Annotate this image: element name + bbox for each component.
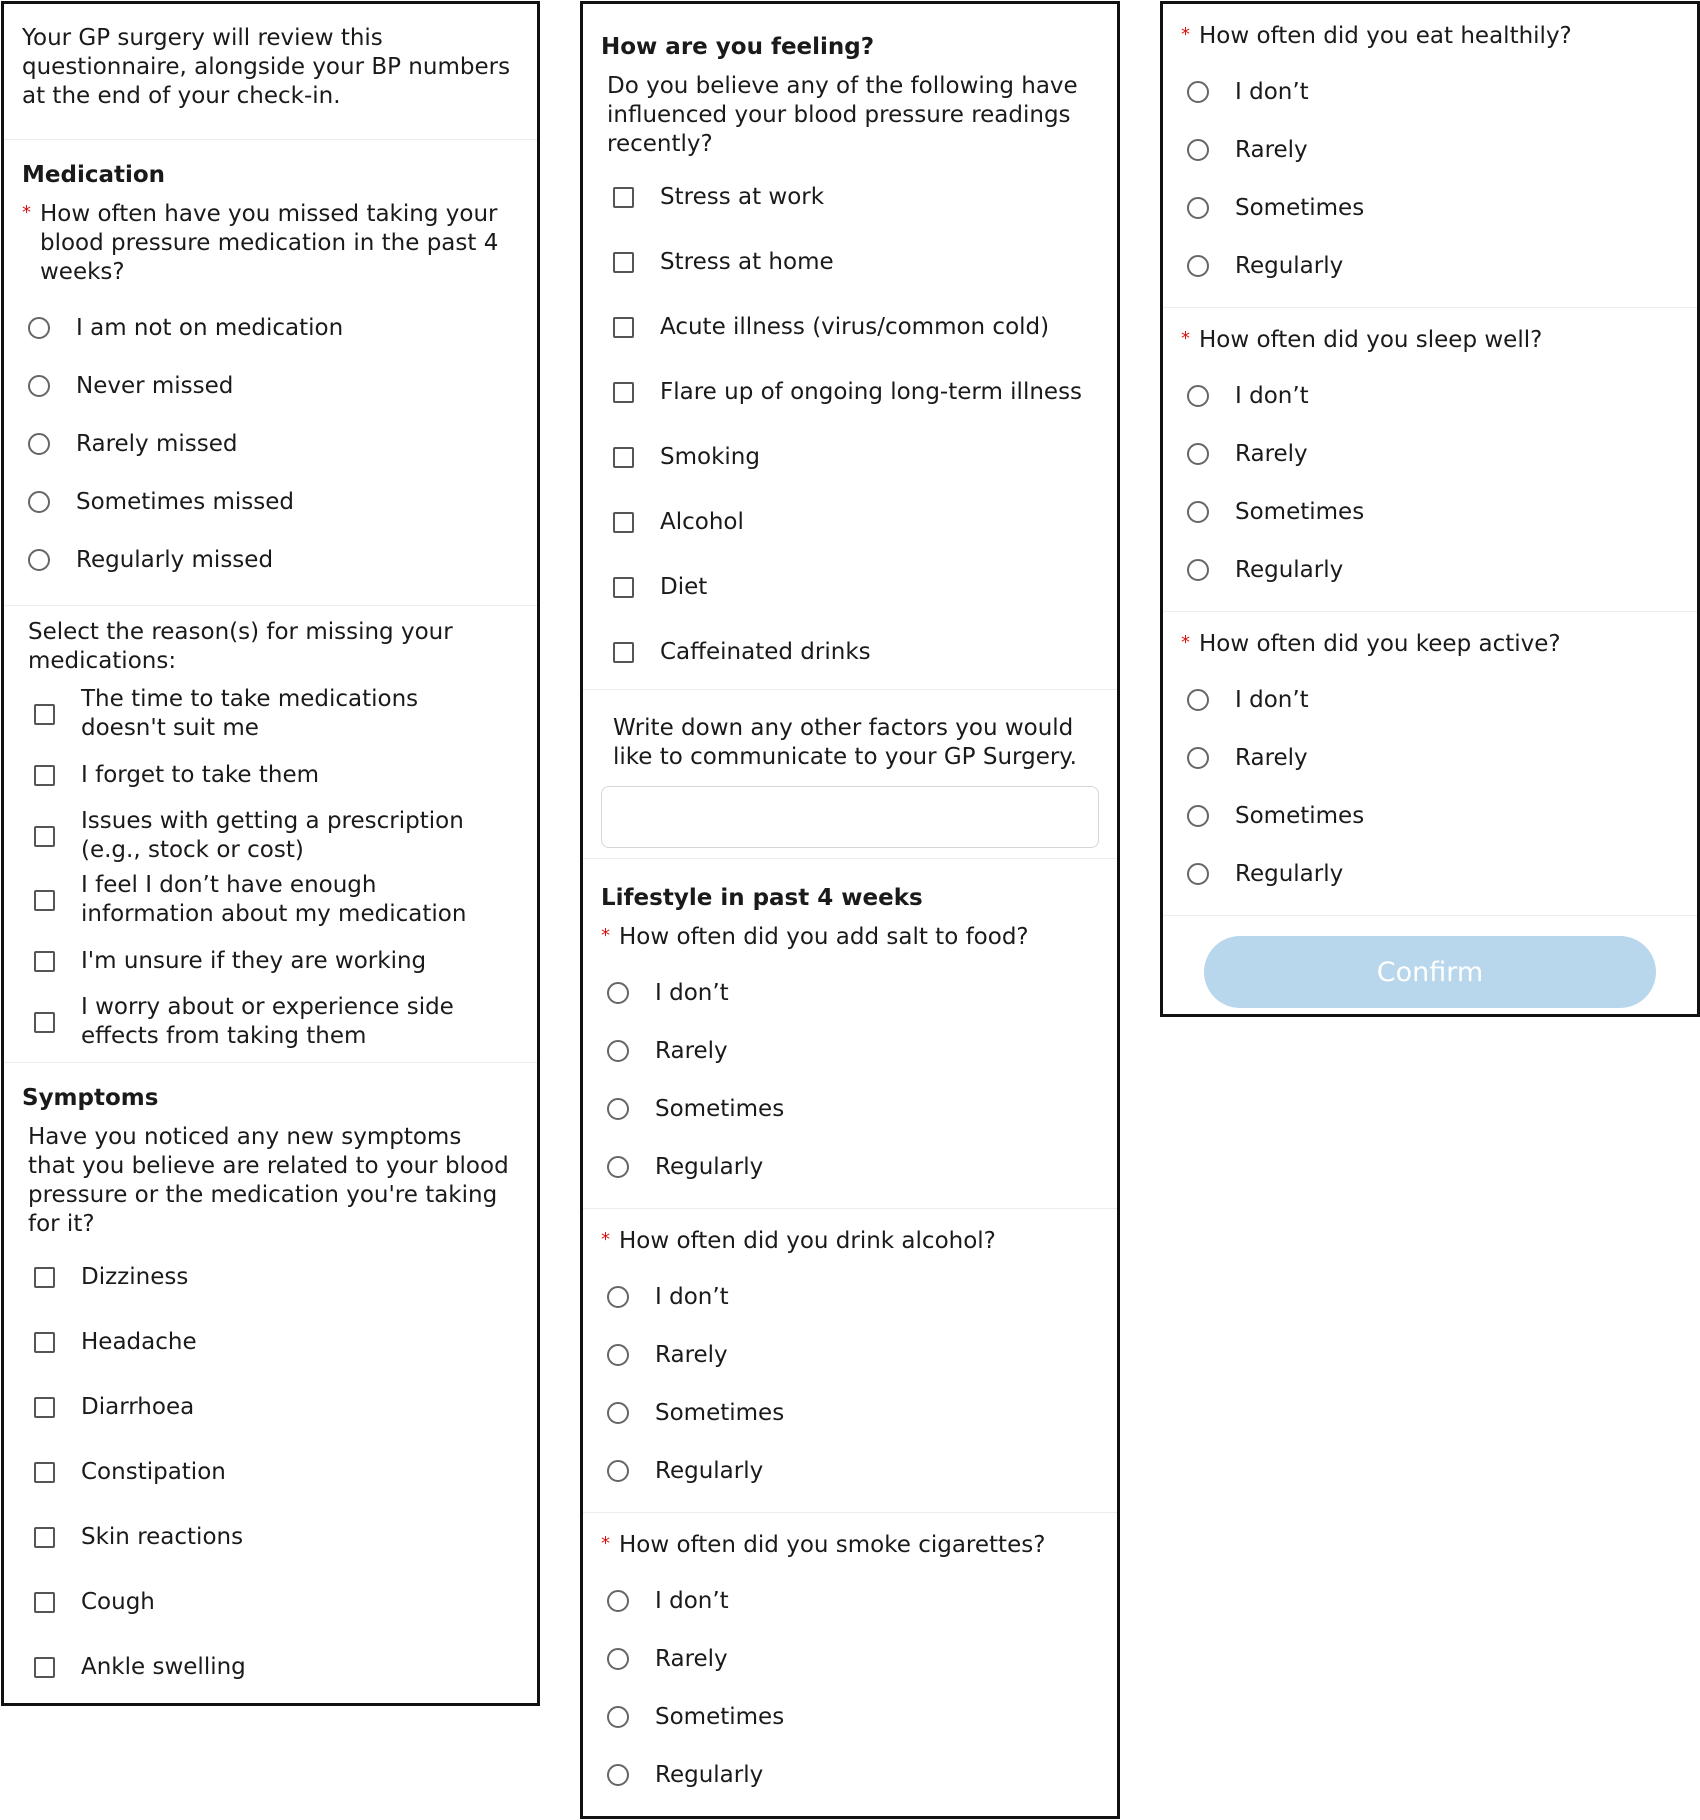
checkbox[interactable] (34, 890, 55, 911)
medication-heading: Medication (22, 162, 166, 188)
sleep-question (1181, 326, 1679, 355)
radio-label: Sometimes (655, 1704, 785, 1730)
radio-button[interactable] (1187, 255, 1209, 277)
checkbox-option[interactable] (22, 1570, 519, 1635)
radio-label: Sometimes missed (76, 489, 294, 515)
salt-question-text: How often did you add salt to food? (619, 924, 1029, 950)
smoke-question (601, 1531, 1099, 1560)
questionnaire-panel-1 (1, 1, 540, 1706)
radio-button[interactable] (607, 1156, 629, 1178)
radio-label: Rarely (655, 1646, 728, 1672)
radio-option[interactable] (601, 1326, 1099, 1384)
feeling-section (583, 32, 1117, 690)
checkbox-label: Acute illness (virus/common cold) (660, 314, 1050, 340)
eat-question-text: How often did you eat healthily? (1199, 23, 1572, 49)
radio-label: Regularly (655, 1762, 764, 1788)
radio-label: Sometimes (655, 1096, 785, 1122)
radio-button[interactable] (28, 549, 50, 571)
checkbox-option[interactable] (22, 1440, 519, 1505)
radio-option[interactable] (22, 473, 519, 531)
other-factors-prompt: Write down any other factors you would like to communicate to your GP Surgery. (613, 715, 1077, 770)
checkbox-option[interactable] (601, 620, 1099, 685)
radio-label: Sometimes (1235, 803, 1365, 829)
radio-label: Regularly (655, 1154, 764, 1180)
lifestyle-heading: Lifestyle in past 4 weeks (601, 885, 923, 911)
lifestyle-sleep-section (1163, 326, 1697, 612)
required-marker: * (1181, 24, 1190, 45)
active-question (1181, 630, 1679, 659)
checkbox-label: Headache (81, 1329, 197, 1355)
checkbox[interactable] (613, 187, 634, 208)
checkbox-label: Constipation (81, 1459, 226, 1485)
radio-option[interactable] (1181, 729, 1679, 787)
checkbox-label: Alcohol (660, 509, 744, 535)
checkbox-label: I forget to take them (81, 761, 320, 788)
checkbox[interactable] (34, 826, 55, 847)
salt-question (601, 923, 1099, 952)
radio-option[interactable] (22, 299, 519, 357)
required-marker: * (601, 925, 610, 946)
radio-button[interactable] (1187, 81, 1209, 103)
reasons-prompt: Select the reason(s) for missing your medications: (28, 619, 453, 674)
checkbox-option[interactable] (22, 932, 519, 990)
checkbox-label: Caffeinated drinks (660, 639, 871, 665)
intro-section (4, 4, 537, 140)
checkbox[interactable] (34, 1462, 55, 1483)
reasons-section (4, 618, 537, 1063)
radio-label: I don’t (655, 1588, 729, 1614)
symptoms-heading: Symptoms (22, 1085, 159, 1111)
checkbox-option[interactable] (601, 425, 1099, 490)
radio-label: Rarely (1235, 745, 1308, 771)
radio-label: Rarely (1235, 441, 1308, 467)
checkbox[interactable] (613, 382, 634, 403)
radio-option[interactable] (1181, 671, 1679, 729)
radio-label: Regularly (1235, 253, 1344, 279)
lifestyle-salt-section (583, 883, 1117, 1209)
questionnaire-panel-2 (580, 1, 1120, 1819)
radio-label: Regularly (1235, 861, 1344, 887)
radio-label: I don’t (655, 980, 729, 1006)
checkbox-option[interactable] (22, 1505, 519, 1570)
required-marker: * (601, 1229, 610, 1250)
checkbox[interactable] (34, 765, 55, 786)
checkbox-label: I'm unsure if they are working (81, 947, 427, 974)
checkbox-label: Diet (660, 574, 708, 600)
radio-option[interactable] (601, 964, 1099, 1022)
radio-button[interactable] (1187, 805, 1209, 827)
checkbox-option[interactable] (601, 490, 1099, 555)
radio-option[interactable] (1181, 179, 1679, 237)
checkbox-option[interactable] (22, 868, 519, 932)
eat-question (1181, 22, 1679, 51)
radio-button[interactable] (1187, 501, 1209, 523)
radio-button[interactable] (1187, 443, 1209, 465)
required-marker: * (601, 1533, 610, 1554)
radio-option[interactable] (22, 415, 519, 473)
lifestyle-active-section (1163, 630, 1697, 916)
checkbox[interactable] (34, 1527, 55, 1548)
radio-label: Sometimes (1235, 499, 1365, 525)
medication-section (4, 160, 537, 606)
checkbox-option[interactable] (22, 990, 519, 1054)
radio-label: I don’t (1235, 383, 1309, 409)
radio-option[interactable] (1181, 483, 1679, 541)
radio-button[interactable] (1187, 385, 1209, 407)
radio-button[interactable] (28, 433, 50, 455)
radio-button[interactable] (607, 1460, 629, 1482)
other-factors-input[interactable] (601, 786, 1099, 848)
required-marker: * (1181, 632, 1190, 653)
radio-button[interactable] (607, 1040, 629, 1062)
required-marker: * (22, 202, 31, 223)
lifestyle-eat-section (1163, 22, 1697, 308)
radio-button[interactable] (607, 1590, 629, 1612)
radio-option[interactable] (22, 357, 519, 415)
radio-option[interactable] (601, 1268, 1099, 1326)
checkbox-label: I feel I don’t have enough information about my medication (81, 872, 467, 927)
radio-option[interactable] (601, 1080, 1099, 1138)
radio-option[interactable] (1181, 845, 1679, 903)
checkbox-option[interactable] (22, 682, 519, 746)
checkbox-option[interactable] (601, 165, 1099, 230)
radio-button[interactable] (28, 317, 50, 339)
checkbox[interactable] (34, 1012, 55, 1033)
radio-button[interactable] (1187, 139, 1209, 161)
radio-label: Regularly missed (76, 547, 274, 573)
checkbox[interactable] (34, 1332, 55, 1353)
radio-button[interactable] (1187, 559, 1209, 581)
radio-option[interactable] (22, 531, 519, 589)
radio-label: Regularly (1235, 557, 1344, 583)
checkbox-option[interactable] (22, 804, 519, 868)
radio-button[interactable] (1187, 689, 1209, 711)
checkbox[interactable] (34, 1592, 55, 1613)
checkbox[interactable] (613, 252, 634, 273)
checkbox-label: Issues with getting a prescription (e.g., stock or cost) (81, 808, 464, 863)
smoke-question-text: How often did you smoke cigarettes? (619, 1532, 1046, 1558)
confirm-section (1163, 936, 1697, 1008)
checkbox[interactable] (34, 1657, 55, 1678)
alcohol-question (601, 1227, 1099, 1256)
checkbox-option[interactable] (22, 1310, 519, 1375)
checkbox[interactable] (613, 642, 634, 663)
radio-option[interactable] (1181, 541, 1679, 599)
checkbox-label: Skin reactions (81, 1524, 244, 1550)
checkbox-label: I worry about or experience side effects from taking them (81, 994, 454, 1049)
feeling-heading: How are you feeling? (601, 34, 875, 60)
radio-label: Rarely missed (76, 431, 238, 457)
radio-option[interactable] (601, 1442, 1099, 1500)
checkbox[interactable] (613, 512, 634, 533)
checkbox-label: Dizziness (81, 1264, 189, 1290)
checkbox-label: Stress at home (660, 249, 834, 275)
checkbox-label: Stress at work (660, 184, 825, 210)
radio-option[interactable] (601, 1572, 1099, 1630)
questionnaire-panel-3 (1160, 1, 1700, 1017)
checkbox[interactable] (613, 447, 634, 468)
checkbox-option[interactable] (601, 230, 1099, 295)
checkbox-option[interactable] (22, 1245, 519, 1310)
radio-label: Never missed (76, 373, 234, 399)
radio-button[interactable] (28, 491, 50, 513)
radio-option[interactable] (1181, 367, 1679, 425)
checkbox-label: The time to take medications doesn't suit me (81, 686, 419, 741)
radio-option[interactable] (1181, 237, 1679, 295)
radio-button[interactable] (607, 1706, 629, 1728)
radio-option[interactable] (601, 1630, 1099, 1688)
radio-button[interactable] (607, 982, 629, 1004)
radio-label: I am not on medication (76, 315, 344, 341)
checkbox-option[interactable] (22, 1635, 519, 1700)
checkbox[interactable] (613, 577, 634, 598)
checkbox-label: Ankle swelling (81, 1654, 246, 1680)
radio-button[interactable] (607, 1764, 629, 1786)
checkbox[interactable] (34, 1397, 55, 1418)
radio-label: I don’t (655, 1284, 729, 1310)
radio-option[interactable] (601, 1688, 1099, 1746)
checkbox-label: Smoking (660, 444, 760, 470)
radio-button[interactable] (607, 1286, 629, 1308)
radio-option[interactable] (601, 1138, 1099, 1196)
alcohol-question-text: How often did you drink alcohol? (619, 1228, 996, 1254)
checkbox[interactable] (34, 1267, 55, 1288)
checkbox-option[interactable] (22, 746, 519, 804)
radio-label: Rarely (1235, 137, 1308, 163)
radio-option[interactable] (1181, 425, 1679, 483)
radio-button[interactable] (607, 1402, 629, 1424)
required-marker: * (1181, 328, 1190, 349)
radio-button[interactable] (607, 1648, 629, 1670)
checkbox-label: Flare up of ongoing long-term illness (660, 379, 1083, 405)
medication-question-text: How often have you missed taking your blood pressure medication in the past 4 weeks? (40, 201, 499, 285)
checkbox-label: Diarrhoea (81, 1394, 195, 1420)
intro-text: Your GP surgery will review this questionnaire, alongside your BP numbers at the end of your check-in. (22, 25, 511, 109)
radio-label: I don’t (1235, 79, 1309, 105)
active-question-text: How often did you keep active? (1199, 631, 1561, 657)
symptoms-section (4, 1083, 537, 1700)
radio-option[interactable] (1181, 63, 1679, 121)
lifestyle-smoke-section (583, 1531, 1117, 1804)
radio-option[interactable] (601, 1746, 1099, 1804)
radio-button[interactable] (1187, 197, 1209, 219)
sleep-question-text: How often did you sleep well? (1199, 327, 1543, 353)
medication-question (22, 200, 519, 287)
radio-button[interactable] (607, 1098, 629, 1120)
radio-label: Sometimes (655, 1400, 785, 1426)
radio-label: Sometimes (1235, 195, 1365, 221)
checkbox-label: Cough (81, 1589, 155, 1615)
checkbox[interactable] (613, 317, 634, 338)
radio-option[interactable] (601, 1022, 1099, 1080)
radio-button[interactable] (607, 1344, 629, 1366)
confirm-button[interactable]: Confirm (1204, 936, 1656, 1008)
other-factors-section (583, 714, 1117, 859)
feeling-prompt: Do you believe any of the following have influenced your blood pressure readings recently? (607, 73, 1078, 157)
lifestyle-alcohol-section (583, 1227, 1117, 1513)
radio-label: Regularly (655, 1458, 764, 1484)
radio-label: Rarely (655, 1038, 728, 1064)
checkbox-option[interactable] (22, 1375, 519, 1440)
radio-option[interactable] (601, 1384, 1099, 1442)
radio-label: Rarely (655, 1342, 728, 1368)
radio-label: I don’t (1235, 687, 1309, 713)
checkbox[interactable] (34, 951, 55, 972)
checkbox-option[interactable] (601, 295, 1099, 360)
checkbox-option[interactable] (601, 360, 1099, 425)
radio-button[interactable] (1187, 863, 1209, 885)
radio-option[interactable] (1181, 121, 1679, 179)
checkbox[interactable] (34, 704, 55, 725)
radio-button[interactable] (28, 375, 50, 397)
radio-option[interactable] (1181, 787, 1679, 845)
checkbox-option[interactable] (601, 555, 1099, 620)
radio-button[interactable] (1187, 747, 1209, 769)
symptoms-prompt: Have you noticed any new symptoms that you believe are related to your blood pressure or the medication you're taking for it? (28, 1124, 509, 1237)
